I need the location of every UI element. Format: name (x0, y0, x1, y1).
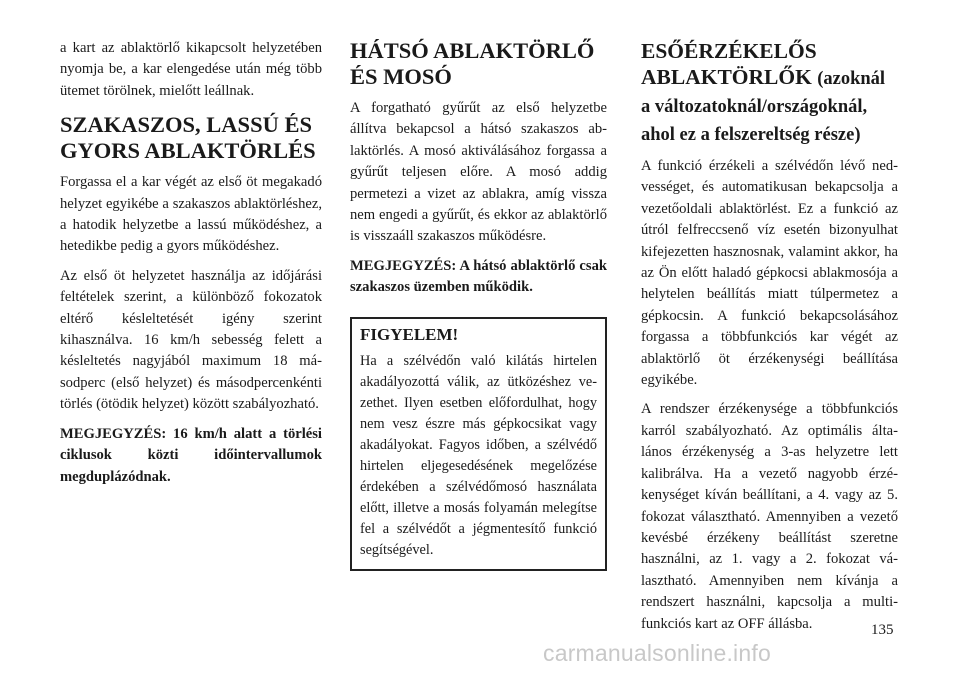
paragraph: Forgassa el a kar végét az első öt megakadó helyzet egyikébe a szakaszos ablaktörléshez, a hatodik helyzetbe a lassú működéshez, a hetedikbe pedig a gyors működéshez. (60, 174, 322, 255)
column-middle (350, 38, 607, 571)
paragraph: A forgatható gyűrűt az első helyzetbe állítva bekapcsol a hátsó szakaszos ablaktörlés. A mosó aktiválásához forgassa a gyűrűt teljesen előre. A mosó addig permetezi a vizet az ablakra, amíg vissza nem engedi a gyűrűt, és ekkor az ablaktörlő is visszaáll szakaszos működésre. (350, 100, 607, 245)
warning-text: Ha a szélvédőn való kilátás hirtelen akadályozottá válik, az ütközéshez vezethet. Ilyen esetben előfordulhat, hogy nem vesz észre más gépkocsikat vagy akadályokat. Fagyos időben, a szélvédő hirtelen eljegesedésének megelőzése érdekében a szélvédőmosó használata előtt, illetve a mosás folyamán melegítse fel a szélvédőt a jégmentesítő funkció segítségével. (360, 352, 597, 558)
heading-sub: (azoknál a változatoknál/országoknál, ahol ez a felszereltség része) (641, 69, 886, 145)
note-paragraph: MEGJEGYZÉS: A hátsó ablaktörlő csak szakaszos üzemben működik. (350, 257, 607, 296)
intro-paragraph: a kart az ablaktörlő kikapcsolt helyzetében nyomja be, a kar elengedése után még több ütemet törölnek, mielőtt leállnak. (60, 40, 322, 99)
section-heading-rear-wiper: HÁTSÓ ABLAKTÖRLŐ ÉS MOSÓ (350, 38, 595, 89)
watermark: carmanualsonline.info (543, 640, 771, 666)
paragraph: Az első öt helyzetet használja az időjárási feltételek szerint, a különböző fokozatok eltérő késleltetését igény szerint kihasználva. 16 km/h sebesség felett a késleltetés nagyjából maximum 18 másodperc (első helyzet) és másodpercenkénti törlés (ötödik helyzet) között szabályozható. (60, 267, 322, 413)
section-heading-rain-sensing (641, 38, 898, 148)
section-heading-intermittent-wipers: SZAKASZOS, LASSÚ ÉS GYORS ABLAKTÖRLÉS (60, 112, 316, 164)
heading-main: ESŐÉRZÉKELŐS ABLAKTÖRLŐK (641, 39, 817, 89)
warning-box (350, 317, 607, 571)
column-right (641, 38, 898, 643)
paragraph: A funkció érzékeli a szélvédőn lévő nedvességet, és automatikusan bekapcsolja a vezetőoldali ablaktörlést. Ez a funkció az útról felfreccsenő víz esetén bizonyulhat kifejezetten hasznosnak, valamint akkor, ha az Ön előtt haladó gépkocsi ablakmosója a helytelen beállítás miatt túlpermetez a gépkocsin. A funkció bekapcsolásához forgassa a többfunkciós kar végét az ablaktörlő öt érzékenységi beállítása egyikébe. (641, 158, 898, 389)
page-number: 135 (871, 622, 894, 638)
column-left (60, 38, 322, 496)
warning-title: FIGYELEM! (360, 324, 459, 344)
paragraph: A rendszer érzékenysége a többfunkciós karról szabályozható. Az optimális általános érzékenység a 3-as helyzetre lett kalibrálva. Ha a vezető nagyobb érzékenységet kíván beállítani, a 4. vagy az 5. fokozat választható. Amennyiben a vezető kevésbé érzékeny beállítást szeretne használni, az 1. vagy a 2. fokozat választható. Amennyiben nem kívánja a rendszert használni, kapcsolja a multifunkciós kart az OFF állásba. (641, 401, 898, 632)
note-paragraph: MEGJEGYZÉS: 16 km/h alatt a törlési ciklusok közti időintervallumok megduplázódnak. (60, 425, 322, 485)
